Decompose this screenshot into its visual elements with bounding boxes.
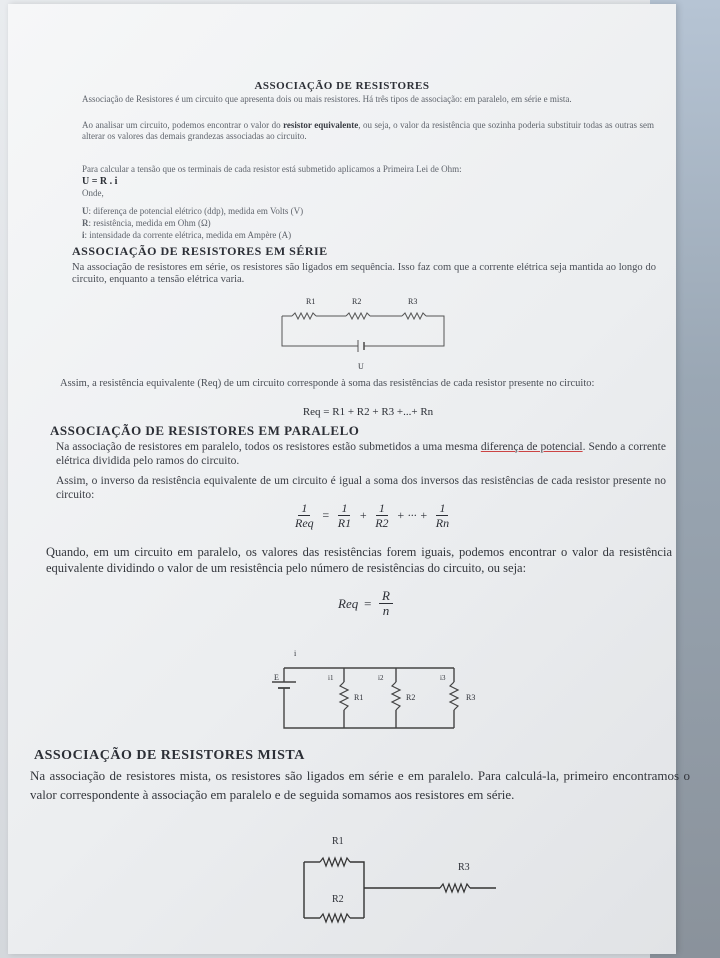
frac-num: 1 — [298, 501, 310, 516]
ohm-formula: U = R . i — [82, 176, 118, 187]
serie-r2-label: R2 — [352, 297, 362, 306]
frac-dots: ··· — [407, 508, 417, 522]
def-u-text: : diferença de potencial elétrico (ddp), medida em Volts (V) — [88, 206, 304, 216]
serie-r1-label: R1 — [306, 297, 316, 306]
frac-num: 1 — [338, 501, 350, 516]
mista-resistor-2 — [320, 914, 350, 922]
paragraph-resistencias-iguais: Quando, em um circuito em paralelo, os valores das resistências forem iguais, podemos encontrar o valor da resistência equivalente dividindo o valor de um resistência pelo número de resistências do circuito, ou seja: — [46, 545, 672, 575]
def-i-text: : intensidade da corrente elétrica, medida em Ampère (A) — [84, 230, 292, 240]
serie-resistor-1 — [292, 313, 316, 319]
mista-resistor-3 — [440, 884, 470, 892]
paralelo-i1-label: i1 — [328, 674, 334, 682]
serie-formula: Req = R1 + R2 + R3 +...+ Rn — [302, 406, 434, 418]
def-r-text: : resistência, medida em Ohm (Ω) — [88, 218, 211, 228]
serie-resistor-2 — [346, 313, 370, 319]
paralelo-e-label: E — [274, 673, 279, 682]
frac-num: R — [379, 589, 393, 604]
mista-r3-label: R3 — [458, 862, 470, 873]
par-p1-text-c: . Sendo a corrente elétrica dividida pelo ramos do circuito. — [56, 441, 666, 467]
paragraph-paralelo — [56, 440, 666, 468]
def-r-key: R — [82, 218, 89, 228]
serie-r3-label: R3 — [408, 297, 418, 306]
heading-paralelo: ASSOCIAÇÃO DE RESISTORES EM PARALELO — [50, 423, 360, 438]
paragraph-resistor-equivalente — [82, 120, 654, 142]
p2-bold: resistor equivalente — [283, 120, 359, 130]
heading-mista: ASSOCIAÇÃO DE RESISTORES MISTA — [34, 748, 305, 763]
paragraph-lei-ohm: Para calcular a tensão que os terminais de cada resistor está submetido aplicamos a Primeira Lei de Ohm: — [82, 164, 462, 174]
frac-den: R2 — [375, 516, 389, 530]
paralelo-i3-label: i3 — [440, 674, 446, 682]
paralelo-circuit-diagram — [254, 644, 494, 736]
paralelo-r3-label: R3 — [466, 693, 476, 702]
frac-num: 1 — [436, 501, 448, 516]
frac-r-n — [379, 589, 393, 618]
def-u-key: U — [82, 206, 89, 216]
onde-label: Onde, — [82, 188, 104, 198]
par-p1-text-a: Na associação de resistores em paralelo, todos os resistores estão submetidos a uma mesma — [56, 441, 481, 453]
paralelo-r2-label: R2 — [406, 693, 416, 702]
frac-den: R1 — [337, 516, 352, 530]
definition-i — [82, 230, 291, 241]
paralelo-r1-label: R1 — [354, 693, 364, 702]
formula2-req: Req — [338, 595, 359, 611]
definition-u — [82, 206, 303, 217]
frac-den: n — [382, 603, 390, 618]
frac-1-r1 — [335, 501, 354, 530]
paragraph-resistencia-equivalente: Assim, a resistência equivalente (Req) de um circuito corresponde à soma das resistências de cada resistor presente no circuito: — [60, 378, 595, 389]
heading-serie: ASSOCIAÇÃO DE RESISTORES EM SÉRIE — [72, 244, 328, 258]
frac-num: 1 — [376, 501, 388, 516]
frac-1-req — [292, 501, 317, 530]
serie-u-label: U — [358, 362, 364, 371]
paralelo-resistor-1 — [340, 682, 348, 710]
p2-text-c: , ou seja, o valor da resistência que sozinha poderia substituir todas as outras sem alterar os valores das demais grandezas associadas ao circuito. — [82, 120, 654, 141]
paralelo-resistor-2 — [392, 682, 400, 710]
serie-resistor-3 — [402, 313, 426, 319]
frac-den: Req — [295, 516, 314, 530]
paralelo-formula: $\frac{1}{\text{Req}}$ = $\frac{1}{R1}$ + $\frac{1}{R2}$ + ··· + $\frac{1}{Rn}$ — [290, 501, 454, 530]
paragraph-mista: Na associação de resistores mista, os resistores são ligados em série e em paralelo. Para calculá-la, primeiro encontramos o valor correspondente à associação em paralelo e de seguida somamos aos resistores em série. — [30, 768, 690, 802]
mista-r1-label: R1 — [332, 836, 344, 847]
link-diferenca-potencial[interactable]: diferença de potencial — [480, 441, 583, 453]
definition-r — [82, 218, 211, 229]
frac-1-r2 — [372, 501, 391, 530]
def-i-key: i — [82, 230, 85, 240]
serie-circuit-diagram — [264, 294, 454, 372]
formula-req-r-n: Req = $\frac{R}{n}$ — [338, 589, 395, 618]
paralelo-i2-label: i2 — [378, 674, 384, 682]
paralelo-resistor-3 — [450, 682, 458, 710]
p2-text-a: Ao analisar um circuito, podemos encontrar o valor do — [82, 120, 284, 130]
paralelo-i-label: i — [294, 649, 297, 658]
paragraph-intro: Associação de Resistores é um circuito que apresenta dois ou mais resistores. Há três tipos de associação: em paralelo, em série e mista. — [82, 94, 572, 104]
mista-resistor-1 — [320, 858, 350, 866]
paragraph-inverso: Assim, o inverso da resistência equivalente de um circuito é igual a soma dos inversos das resistências de cada resistor presente no circuito: — [56, 475, 666, 501]
frac-1-rn — [433, 501, 452, 530]
heading-associacao: ASSOCIAÇÃO DE RESISTORES — [254, 80, 430, 92]
frac-den: Rn — [435, 516, 450, 530]
mista-r2-label: R2 — [332, 894, 344, 905]
paragraph-serie: Na associação de resistores em série, os resistores são ligados em sequência. Isso faz com que a corrente elétrica seja mantida ao longo do circuito, enquanto a tensão elétrica varia. — [72, 262, 656, 285]
mista-circuit-diagram — [290, 830, 510, 926]
document-page — [8, 4, 690, 954]
